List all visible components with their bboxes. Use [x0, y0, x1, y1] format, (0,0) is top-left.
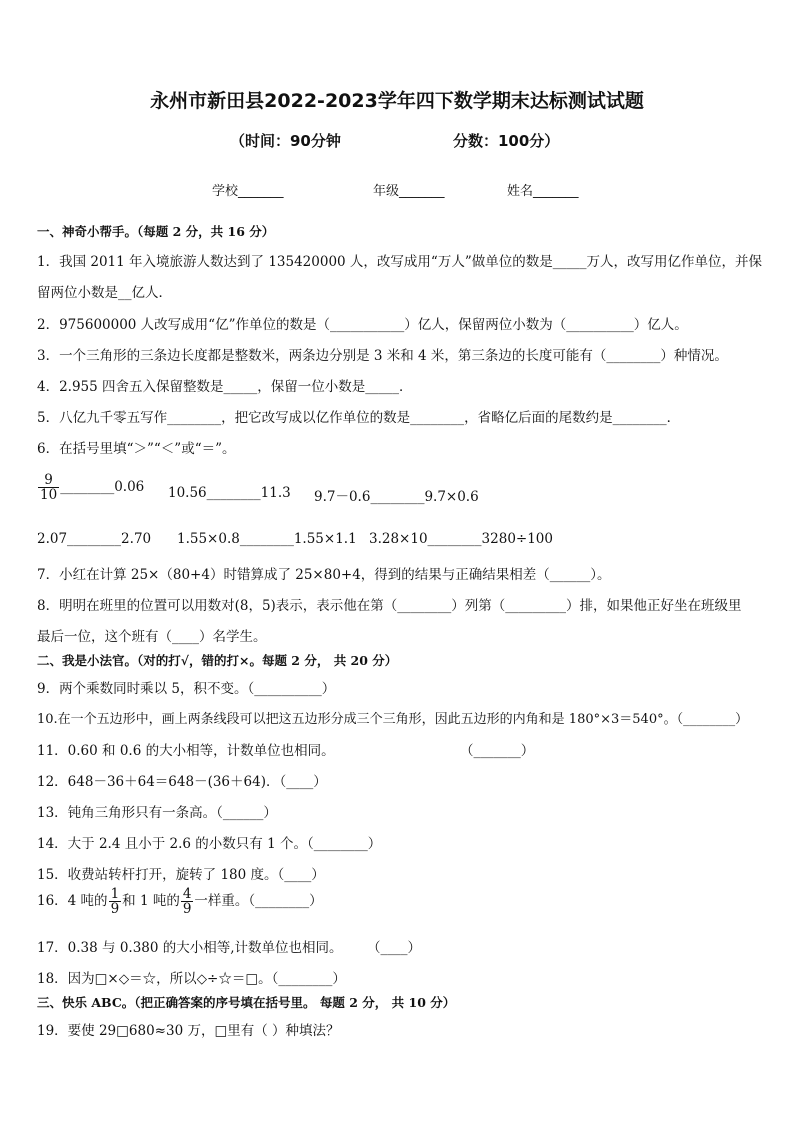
question-16-text-b: 和 1 吨的 — [122, 893, 180, 910]
section-2-heading: 二、我是小法官。（对的打√，错的打×。每题 2 分， 共 20 分） — [37, 653, 398, 668]
fraction-numerator: 9 — [38, 473, 59, 488]
question-18: 18．因为□×◇＝☆，所以◇÷☆＝□。（________） — [37, 971, 346, 987]
exam-time: （时间：90分钟 — [230, 132, 341, 150]
school-field: 学校_______ — [212, 184, 284, 199]
question-7: 7．小红在计算 25×（80+4）时错算成了 25×80+4，得到的结果与正确结果相差（______）。 — [37, 567, 611, 583]
fraction-denominator: 9 — [110, 901, 120, 918]
question-2: 2．975600000 人改写成用“亿”作单位的数是（___________）亿人，保留两位小数为（__________）亿人。 — [37, 317, 688, 333]
question-6-comparison-e: 1.55×0.8________1.55×1.1 — [177, 531, 357, 547]
question-4: 4．2.955 四舍五入保留整数是_____，保留一位小数是_____． — [37, 379, 413, 395]
question-6-comparison-f: 3.28×10________3280÷100 — [369, 531, 553, 547]
question-3: 3．一个三角形的三条边长度都是整数米，两条边分别是 3 米和 4 米，第三条边的长度可能有（________）种情况。 — [37, 348, 728, 364]
section-3-heading: 三、快乐 ABC。（把正确答案的序号填在括号里。 每题 2 分， 共 10 分） — [37, 995, 456, 1010]
question-9: 9．两个乘数同时乘以 5，积不变。（__________） — [37, 681, 336, 697]
question-19: 19．要使 29□680≈30 万，□里有（ ）种填法？ — [37, 1023, 340, 1039]
question-17-blank: （____） — [367, 940, 421, 956]
fraction-numerator: 1 — [110, 886, 120, 902]
fraction-denominator: 10 — [40, 487, 58, 504]
question-6-comparison-d: 2.07________2.70 — [37, 531, 152, 547]
fraction-numerator: 4 — [182, 886, 192, 902]
question-6: 6．在括号里填“＞”“＜”或“＝”。 — [37, 441, 236, 457]
fraction — [109, 887, 122, 916]
question-11: 11．0.60 和 0.6 的大小相等，计数单位也相同。 — [37, 743, 335, 759]
question-16-text-c: 一样重。（________） — [194, 893, 323, 910]
comparison-a-text: ________0.06 — [60, 479, 145, 496]
question-11-blank: （_______） — [460, 743, 535, 759]
question-13: 13．钝角三角形只有一条高。（______） — [37, 805, 277, 821]
page-title: 永州市新田县2022-2023学年四下数学期末达标测试试题 — [150, 90, 644, 112]
question-6-comparison-c: 9.7－0.6________9.7×0.6 — [314, 489, 479, 505]
question-5: 5．八亿九千零五写作________，把它改写成以亿作单位的数是________，省略亿后面的尾数约是________． — [37, 410, 681, 426]
question-1-line1: 1．我国 2011 年入境旅游人数达到了 135420000 人，改写成用“万人”做单位的数是_____万人，改写用亿作单位，并保 — [37, 254, 762, 270]
question-1-line2: 留两位小数是__亿人． — [37, 285, 172, 301]
name-field: 姓名_______ — [507, 184, 579, 199]
question-6-comparison-b: 10.56________11.3 — [168, 485, 291, 501]
fraction — [181, 887, 194, 916]
fraction-denominator: 9 — [182, 901, 192, 918]
fraction — [38, 473, 59, 502]
section-1-heading: 一、神奇小帮手。（每题 2 分，共 16 分） — [37, 224, 275, 239]
question-15: 15．收费站转杆打开，旋转了 180 度。（____） — [37, 867, 325, 883]
question-10: 10.在一个五边形中，画上两条线段可以把这五边形分成三个三角形，因此五边形的内角和是 180°×3＝540°。（________） — [37, 712, 749, 727]
question-17: 17．0.38 与 0.380 的大小相等,计数单位也相同。 — [37, 940, 343, 956]
question-16 — [37, 887, 323, 916]
exam-score: 分数：100分） — [453, 132, 560, 150]
grade-field: 年级_______ — [373, 184, 445, 199]
question-16-text-a: 16．4 吨的 — [37, 893, 108, 910]
question-14: 14．大于 2.4 且小于 2.6 的小数只有 1 个。（________） — [37, 836, 382, 852]
question-6-comparison-a — [37, 473, 144, 502]
question-8-line2: 最后一位，这个班有（____）名学生。 — [37, 629, 267, 645]
question-8-line1: 8．明明在班里的位置可以用数对(8，5)表示，表示他在第（________）列第（_________）排，如果他正好坐在班级里 — [37, 598, 742, 614]
question-12: 12．648－36＋64＝648－(36＋64)．（____） — [37, 774, 327, 790]
